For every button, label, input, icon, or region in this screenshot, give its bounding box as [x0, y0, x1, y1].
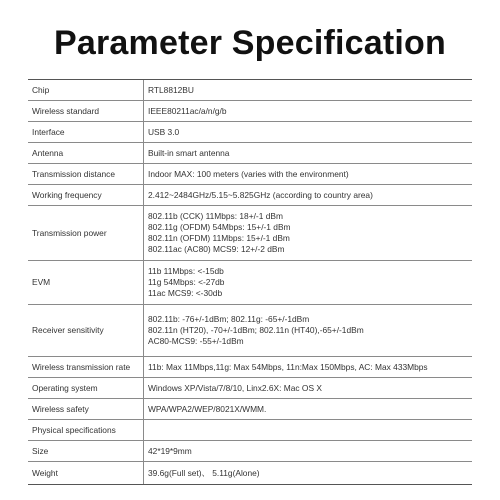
spec-value-line: USB 3.0 [148, 126, 180, 137]
spec-value-line: 42*19*9mm [148, 445, 192, 456]
spec-label: Transmission distance [28, 164, 144, 185]
spec-value-line: IEEE80211ac/a/n/g/b [148, 105, 227, 116]
spec-row [28, 357, 472, 378]
spec-value [144, 143, 473, 164]
spec-value-line: 802.11b (CCK) 11Mbps: 18+/-1 dBm [148, 211, 283, 221]
spec-row [28, 305, 472, 357]
spec-value [144, 122, 473, 143]
spec-label: Transmission power [28, 206, 144, 261]
page-title: Parameter Specification [54, 24, 446, 62]
spec-value [144, 462, 473, 485]
spec-value [144, 378, 473, 399]
spec-value-line: Built-in smart antenna [148, 147, 230, 158]
spec-value-line: 11b 11Mbps: <-15db [148, 266, 224, 276]
spec-value-line: AC80-MCS9: -55+/-1dBm [148, 336, 244, 346]
spec-row [28, 101, 472, 122]
spec-row [28, 261, 472, 305]
spec-value-line: 11g 54Mbps: <-27db [148, 277, 225, 287]
spec-value [144, 261, 473, 305]
spec-row [28, 420, 472, 441]
spec-row [28, 80, 472, 101]
spec-label: Working frequency [28, 185, 144, 206]
spec-label: Wireless transmission rate [28, 357, 144, 378]
spec-label: Chip [28, 80, 144, 101]
specification-table [28, 79, 472, 485]
spec-value [144, 101, 473, 122]
spec-value-line: WPA/WPA2/WEP/8021X/WMM. [148, 403, 267, 414]
spec-value [144, 357, 473, 378]
spec-value-line: 802.11n (OFDM) 11Mbps: 15+/-1 dBm [148, 233, 290, 243]
spec-value [144, 420, 473, 441]
spec-value-line: 802.11g (OFDM) 54Mbps: 15+/-1 dBm [148, 222, 291, 232]
spec-value [144, 441, 473, 462]
spec-label: Wireless safety [28, 399, 144, 420]
spec-value [144, 399, 473, 420]
spec-row [28, 441, 472, 462]
spec-value-line: 11ac MCS9: <-30db [148, 288, 223, 298]
spec-value-line: 39.6g(Full set)、 5.11g(Alone) [148, 467, 260, 478]
spec-value [144, 80, 473, 101]
spec-label: EVM [28, 261, 144, 305]
spec-label: Weight [28, 462, 144, 485]
spec-value-line: 802.11b: -76+/-1dBm; 802.11g: -65+/-1dBm [148, 314, 310, 324]
spec-value [144, 164, 473, 185]
spec-label: Wireless standard [28, 101, 144, 122]
spec-label: Physical specifications [28, 420, 144, 441]
spec-label: Interface [28, 122, 144, 143]
spec-value [144, 305, 473, 357]
spec-row [28, 143, 472, 164]
spec-row [28, 122, 472, 143]
spec-label: Operating system [28, 378, 144, 399]
spec-label: Size [28, 441, 144, 462]
spec-value [144, 185, 473, 206]
spec-value-line: 802.11n (HT20), -70+/-1dBm; 802.11n (HT40),-65+/-1dBm [148, 325, 364, 335]
spec-value-line: 2.412~2484GHz/5.15~5.825GHz (according to country area) [148, 189, 373, 200]
spec-row [28, 185, 472, 206]
spec-label: Antenna [28, 143, 144, 164]
spec-row [28, 206, 472, 261]
spec-row [28, 378, 472, 399]
spec-value-line: 11b: Max 11Mbps,11g: Max 54Mbps, 11n:Max 150Mbps, AC: Max 433Mbps [148, 361, 428, 372]
spec-label: Receiver sensitivity [28, 305, 144, 357]
spec-value-line: Windows XP/Vista/7/8/10, Linx2.6X: Mac OS X [148, 382, 322, 393]
spec-row [28, 164, 472, 185]
spec-value-line: 802.11ac (AC80) MCS9: 12+/-2 dBm [148, 244, 285, 254]
spec-value [144, 206, 473, 261]
spec-row [28, 399, 472, 420]
spec-value-line: Indoor MAX: 100 meters (varies with the environment) [148, 168, 349, 179]
spec-row [28, 462, 472, 485]
spec-value-line: RTL8812BU [148, 84, 194, 95]
